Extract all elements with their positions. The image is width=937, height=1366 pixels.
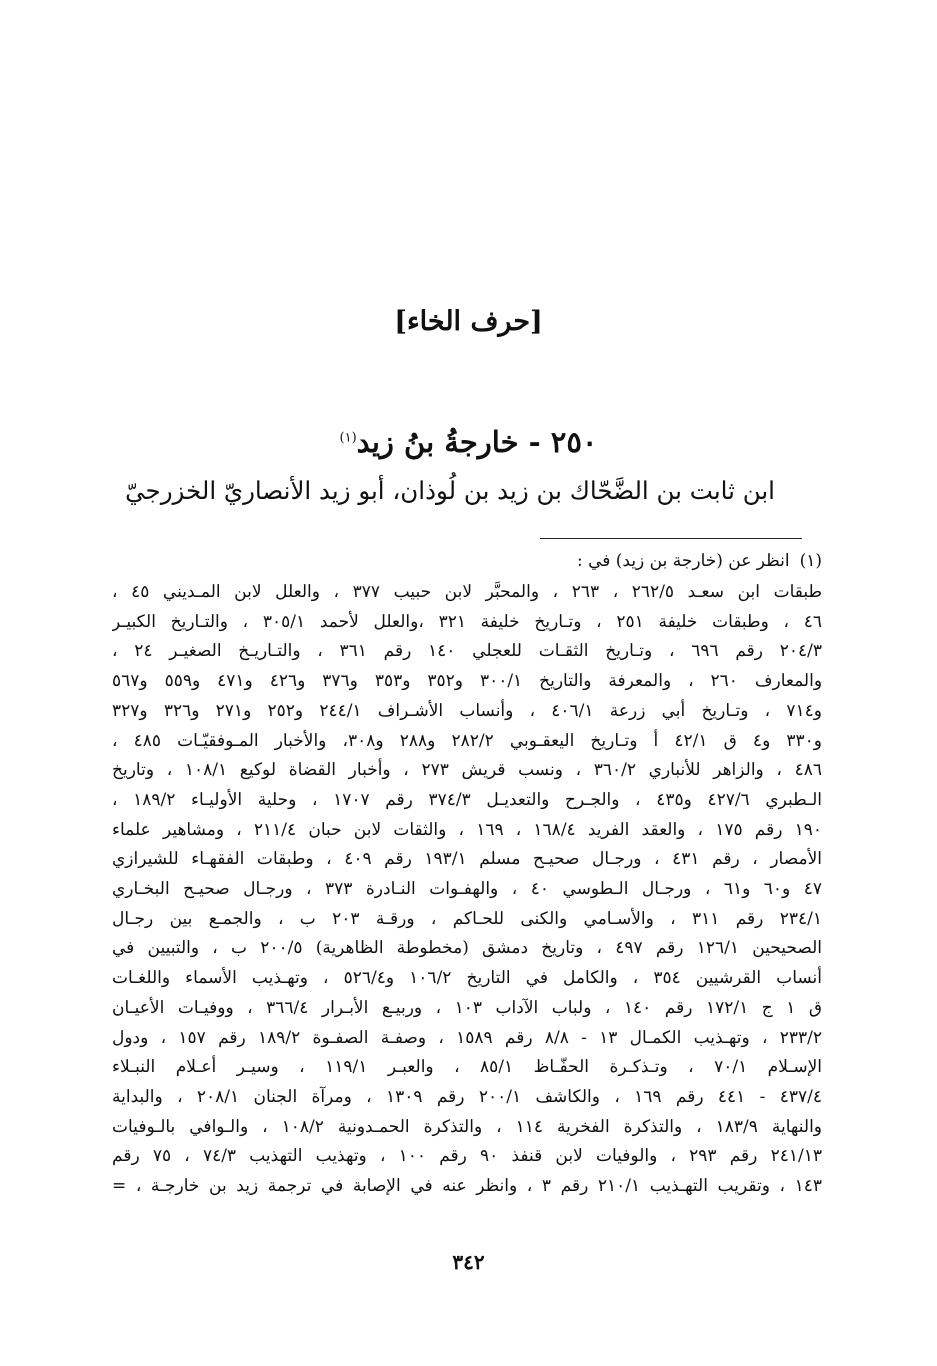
footnote-line: الصحيحين ١٢٦/١ رقم ٤٩٧ ، وتاريخ دمشق (مخطوطة الظاهرية) ٢٠٠/٥ ب ، والتبيين في (112, 938, 822, 959)
footnote-line: أنساب القرشيين ٣٥٤ ، والكامل في التاريخ ١٠٦/٢ و٥٢٦/٤ ، وتهـذيب الأسماء واللغـات (112, 968, 822, 989)
page-number: ٣٤٢ (452, 1250, 485, 1274)
footnote-line: ٢٠٤/٣ رقم ٦٩٦ ، وتـاريخ الثقـات للعجلي ١٤٠ رقم ٣٦١ ، والتـاريـخ الصغيـر ٢٤ ، (112, 641, 822, 662)
footnote-line: ٤٨٦ ، والزاهر للأنباري ٣٦٠/٢ ، ونسب قريش ٢٧٣ ، وأخبار القضاة لوكيع ١٠٨/١ ، وتاريخ (112, 760, 822, 781)
footnote-body (112, 578, 822, 1202)
footnote-line: الإسـلام ٧٠/١ ، وتـذكـرة الحفّـاظ ٨٥/١ ، والعبـر ١١٩/١ ، وسيـر أعـلام النبـلاء (112, 1057, 822, 1078)
footnote (112, 548, 822, 1202)
footnote-line: والمعارف ٢٦٠ ، والمعرفة والتاريخ ٣٠٠/١ و٣٥٢ و٣٥٣ و٣٧٦ و٤٢٦ و٤٧١ و٥٥٩ و٥٦٧ (112, 671, 822, 692)
footnote-line: و٣٣٠ و٤ ق ٤٢/١ أ وتـاريخ اليعقـوبي ٢٨٢/٢ و٢٨٨ و٣٠٨، والأخبار المـوفقيّـات ٤٨٥ ، (112, 730, 822, 751)
footnote-line: ٢٣٣/٢ ، وتهـذيب الكمـال ١٣ - ٨/٨ رقم ١٥٨٩ ، وصفـة الصفـوة ١٨٩/٢ رقم ١٥٧ ، ودول (112, 1027, 822, 1048)
footnote-line: ١٤٣ ، وتقريب التهـذيب ٢١٠/١ رقم ٣ ، وانظر عنه في الإصابة في ترجمة زيد بن خارجـة ، = (112, 1176, 822, 1197)
footnote-line: الـطبري ٤٢٧/٦ و٤٣٥ ، والجـرح والتعديـل ٣٧٤/٣ رقم ١٧٠٧ ، وحلية الأوليـاء ١٨٩/٢ ، (112, 789, 822, 810)
section-heading: [حرف الخاء] (394, 306, 543, 337)
entry-lineage: ابن ثابت بن الضَّحّاك بن زيد بن لُوذان، أبو زيد الأنصاريّ الخزرجيّ (125, 476, 775, 505)
footnote-line: طبقات ابن سعـد ٢٦٢/٥ ، ٢٦٣ ، والمحبَّر لابن حبيب ٣٧٧ ، والعلل لابن المـديني ٤٥ ، (112, 582, 822, 602)
footnote-intro-text: انظر عن (خارجة بن زيد) في : (576, 551, 790, 571)
footnote-line: ٢٣٤/١ رقم ٣١١ ، والأسـامي والكنى للحـاكم ، ورقـة ٢٠٣ ب ، والجمـع بين رجـال (112, 908, 822, 929)
footnote-marker: (١) (799, 551, 822, 571)
footnote-reference[interactable]: (١) (339, 430, 357, 446)
entry-title: ٢٥٠ - خارجةُ بنُ زيد (356, 425, 598, 459)
entry-heading (0, 425, 937, 459)
footnote-line: الأمصار ، رقم ٤٣١ ، ورجـال صحيـح مسلم ١٩٣/١ رقم ٤٠٩ ، وطبقات الفقهـاء للشيرازي (112, 849, 822, 870)
footnote-line: ٤٦ ، وطبقات خليفة ٢٥١ ، وتـاريخ خليفة ٣٢١ ،والعلل لأحمد ٣٠٥/١ ، والتـاريخ الكبيـر (112, 611, 822, 632)
footnote-line: و٧١٤ ، وتـاريخ أبي زرعة ٤٠٦/١ ، وأنساب الأشـراف ٢٤٤/١ و٢٥٢ و٢٧١ و٣٢٦ و٣٢٧ (112, 700, 822, 721)
footnote-line: ١٩٠ رقم ١٧٥ ، والعقد الفريد ١٦٨/٤ ، ١٦٩ ، والثقات لابن حبان ٢١١/٤ ، ومشاهير علماء (112, 819, 822, 840)
footnote-line: ٤٣٧/٤ - ٤٤١ رقم ١٦٩ ، والكاشف ٢٠٠/١ رقم ١٣٠٩ ، ومرآة الجنان ٢٠٨/١ ، والبداية (112, 1086, 822, 1107)
footnote-intro (112, 548, 822, 574)
footnote-line: ٤٧ و٦٠ و٦١ ، ورجـال الـطوسي ٤٠ ، والهفـوات النـادرة ٣٧٣ ، ورجـال صحيـح البخـاري (112, 879, 822, 900)
footnote-line: ق ١ ج ١٧٢/١ رقم ١٤٠ ، ولباب الآداب ١٠٣ ، وربيـع الأبـرار ٣٦٦/٤ ، ووفيـات الأعيـان (112, 997, 822, 1018)
footnote-line: ٢٤١/١٣ رقم ٢٩٣ ، والوفيات لابن قنفذ ٩٠ رقم ١٠٠ ، وتهذيب التهذيب ٧٤/٣ ، ٧٥ رقم (112, 1146, 822, 1167)
footnote-line: والنهاية ١٨٣/٩ ، والتذكرة الفخرية ١١٤ ، والتذكرة الحمـدونية ١٠٨/٢ ، والـوافي بالـوفيات (112, 1116, 822, 1137)
footnote-separator (540, 538, 802, 539)
